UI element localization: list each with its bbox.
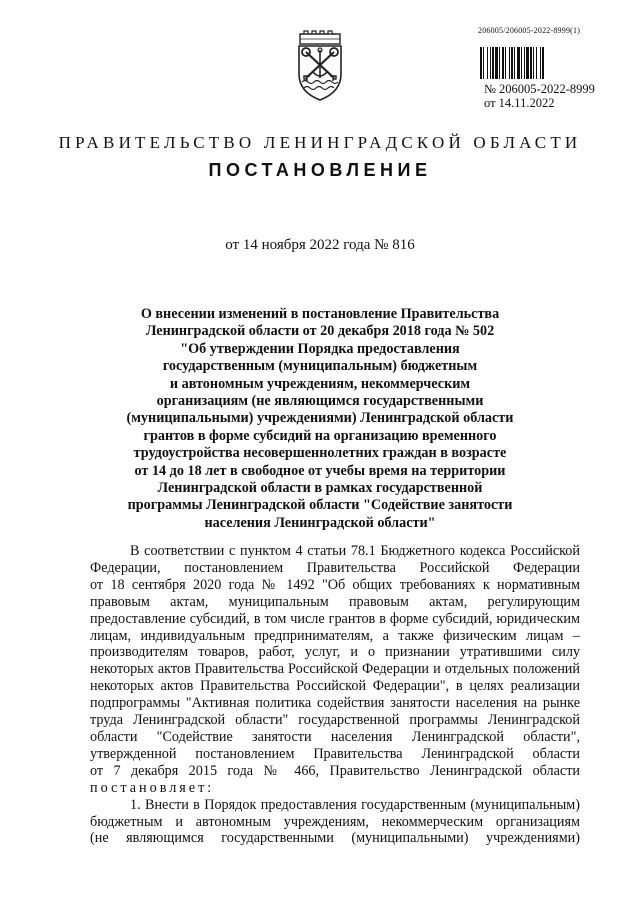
- document-subject: [110, 306, 530, 532]
- subject-line: О внесении изменений в постановление Правительства: [140, 306, 500, 322]
- registration-block: [484, 82, 595, 110]
- body-line: области "Содействие занятости населения Ленинградской области",: [90, 728, 580, 745]
- body-line: бюджетным и автономным учреждениям, некоммерческим организациям: [90, 813, 580, 830]
- body-line: от 18 сентября 2020 года № 1492 "Об общих требованиях к нормативным: [90, 576, 580, 593]
- barcode-icon: [480, 47, 590, 79]
- body-line: труда Ленинградской области" государственной программы Ленинградской: [90, 712, 580, 729]
- document-date-number: от 14 ноября 2022 года № 816: [225, 237, 415, 253]
- subject-line: от 14 до 18 лет в свободное от учебы время на территории: [134, 462, 506, 479]
- body-line: В соответствии с пунктом 4 статьи 78.1 Бюджетного кодекса Российской: [130, 543, 580, 559]
- body-line: (не являющимся государственными (муниципальными) учреждениями): [90, 830, 580, 847]
- body-line: производителям товаров, работ, услуг, и о признании утратившими силу: [90, 644, 580, 661]
- subject-line: организациям (не являющимся государственными: [156, 393, 484, 410]
- subject-line: государственным (муниципальным) бюджетным: [162, 358, 478, 375]
- document-type: ПОСТАНОВЛЕНИЕ: [208, 160, 432, 180]
- government-title: ПРАВИТЕЛЬСТВО ЛЕНИНГРАДСКОЙ ОБЛАСТИ: [58, 133, 582, 152]
- body-line: некоторых актов Правительства Российской Федерации и отдельных положений: [90, 661, 580, 678]
- subject-line: Ленинградской области в рамках государственной: [157, 480, 483, 497]
- subject-line: грантов в форме субсидий на организацию временного: [143, 427, 497, 444]
- document-body: [90, 543, 580, 847]
- body-line: Федерации, постановлением Правительства Российской Федерации: [90, 559, 580, 576]
- subject-line: программы Ленинградской области "Содействие занятости: [127, 497, 513, 514]
- body-line: некоторых актов Правительства Российской Федерации", в целях реализации: [90, 678, 580, 695]
- body-line: правовым актам, муниципальным правовым актам, регулирующим: [90, 593, 580, 610]
- body-paragraph: [90, 543, 580, 780]
- subject-line: и автономным учреждениям, некоммерческим: [169, 375, 471, 392]
- subject-line: (муниципальными) учреждениями) Ленинградской области: [126, 410, 514, 427]
- subject-line: "Об утверждении Порядка предоставления: [180, 340, 460, 357]
- body-line: 1. Внести в Порядок предоставления государственным (муниципальным): [130, 796, 580, 813]
- body-line: лицам, индивидуальным предпринимателям, а также физическим лицам –: [90, 627, 580, 644]
- subject-line: Ленинградской области от 20 декабря 2018 года № 502: [145, 323, 495, 340]
- barcode-bar: [544, 47, 545, 79]
- coat-of-arms-icon: [294, 30, 346, 102]
- registration-date: от 14.11.2022: [484, 96, 555, 110]
- body-paragraph: [90, 797, 580, 848]
- resolves-word: постановляет:: [90, 779, 215, 796]
- body-line: утвержденной постановлением Правительства Ленинградской области: [90, 745, 580, 762]
- registration-number: № 206005-2022-8999: [484, 82, 595, 96]
- body-line: от 7 декабря 2015 года № 466, Правительство Ленинградской области: [90, 762, 580, 779]
- subject-line: трудоустройства несовершеннолетних граждан в возрасте: [133, 445, 507, 462]
- body-line: предоставление субсидий, в том числе грантов в форме субсидий, юридическим: [90, 610, 580, 627]
- body-line: подпрограммы "Активная политика содействия занятости населения на рынке: [90, 695, 580, 712]
- subject-line: населения Ленинградской области": [204, 514, 436, 531]
- registration-code: 206005/206005-2022-8999(1): [478, 26, 581, 35]
